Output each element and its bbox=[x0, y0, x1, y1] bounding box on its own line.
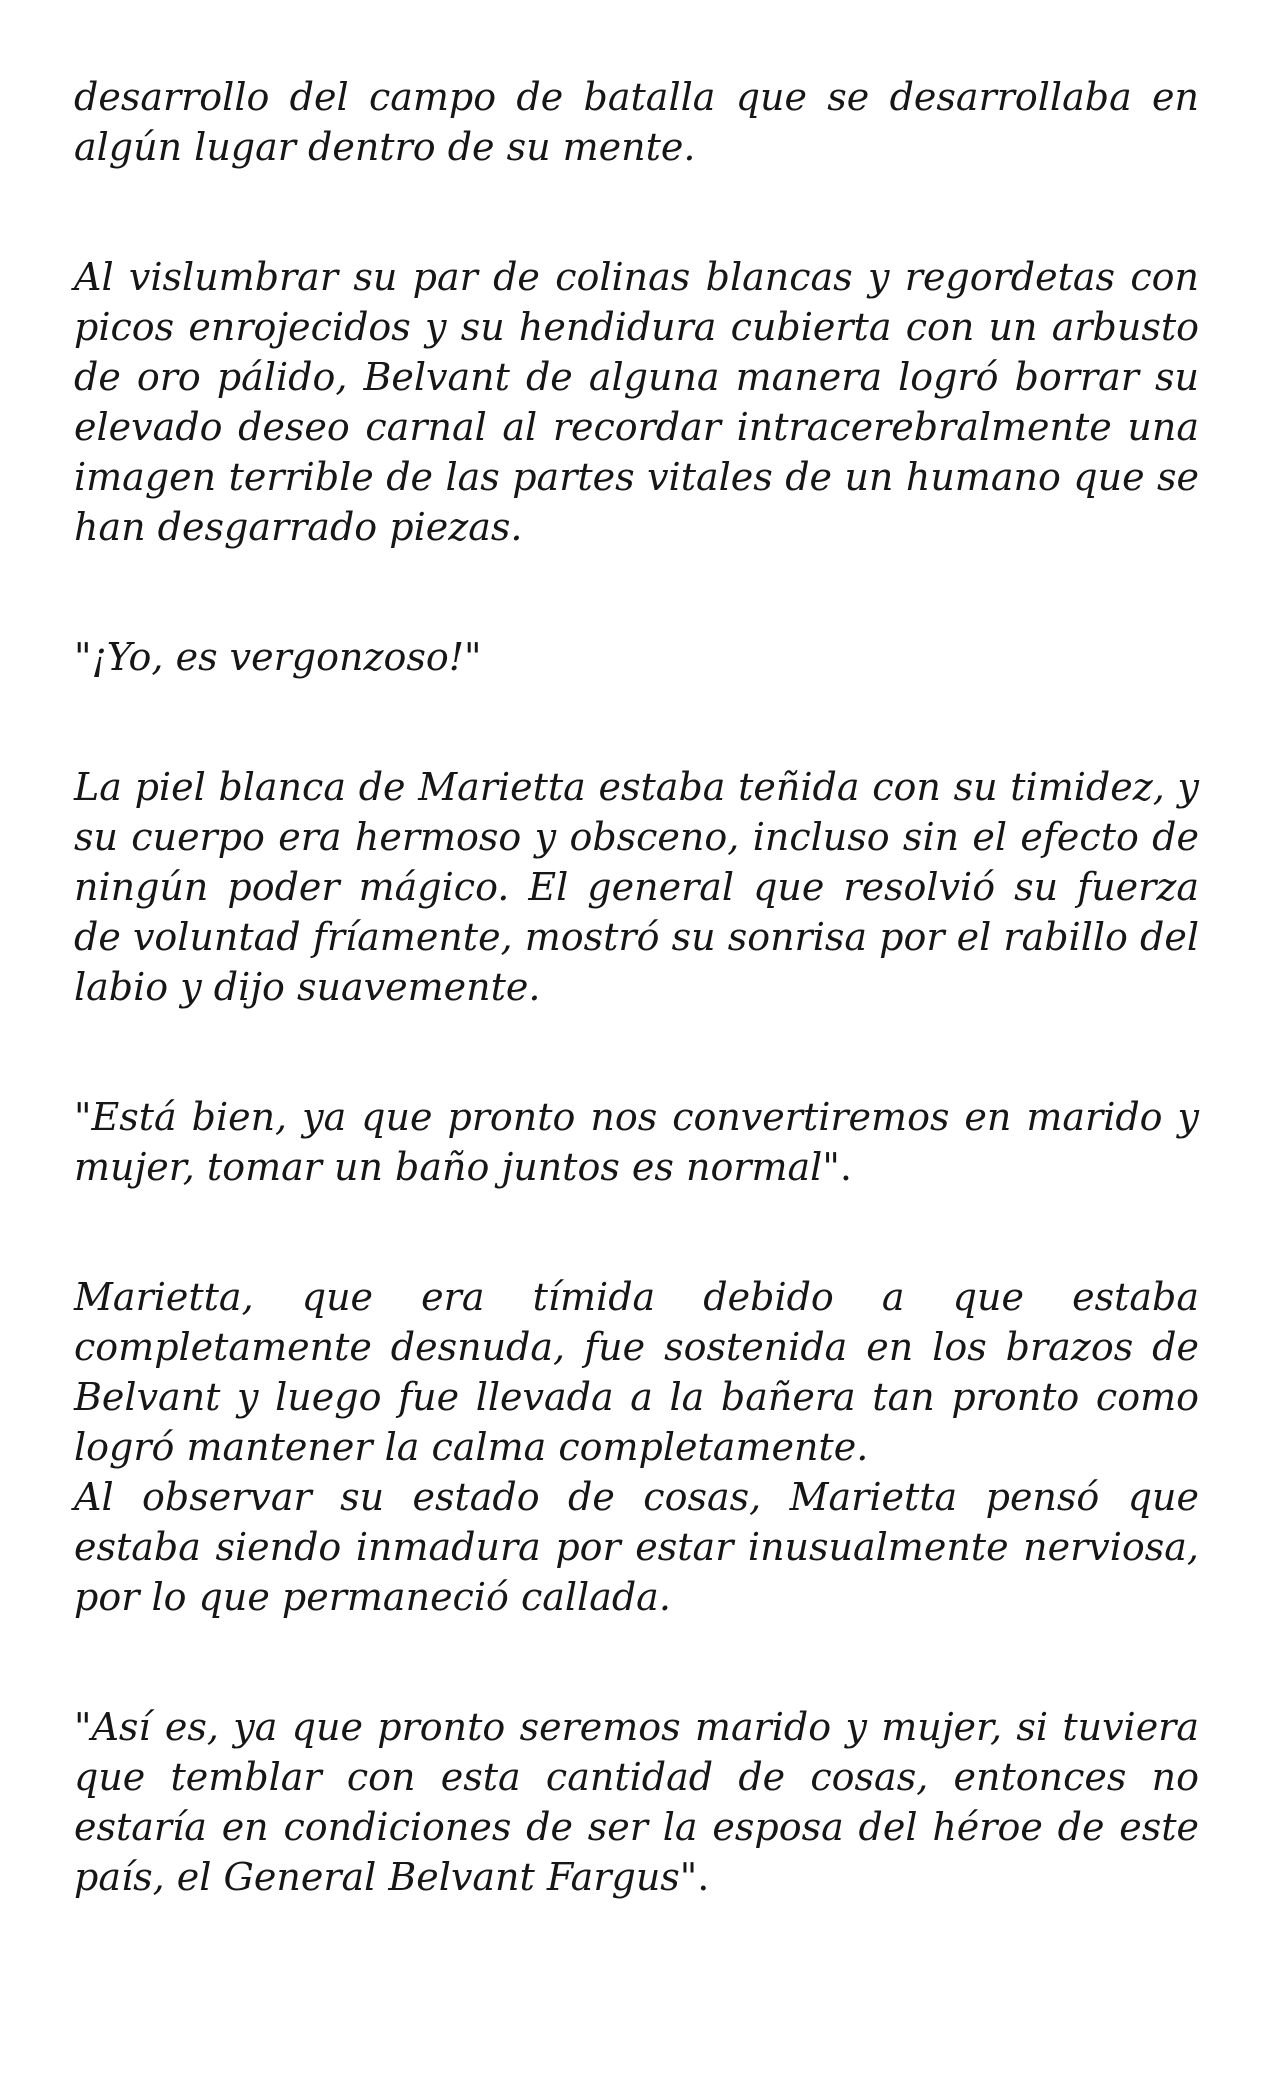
paragraph-gap bbox=[74, 682, 1199, 762]
paragraph-5 bbox=[74, 1472, 1199, 1622]
dialogue-2-text: Está bien, ya que pronto nos convertiremos en marido y mujer, tomar un baño juntos es normal bbox=[74, 1095, 1199, 1189]
paragraph-2-text: Al vislumbrar su par de colinas blancas y regordetas con picos enrojecidos y su hendidura cubierta con un arbusto de oro pálido, Belvant de alguna manera logró borrar su elevado deseo carnal al recordar intracerebralmente una imagen terrible de las partes vitales de un humano que se han desgarrado piezas. bbox=[74, 255, 1199, 549]
paragraph-5-text: Al observar su estado de cosas, Marietta pensó que estaba siendo inmadura por estar inusualmente nerviosa, por lo que permaneció callada. bbox=[74, 1475, 1199, 1619]
dialogue-2 bbox=[74, 1092, 1199, 1192]
paragraph-2 bbox=[74, 252, 1199, 552]
paragraph-3-text: La piel blanca de Marietta estaba teñida con su timidez, y su cuerpo era hermoso y obsceno, incluso sin el efecto de ningún poder mágico. El general que resolvió su fuerza de voluntad fríamente, mostró su sonrisa por el rabillo del labio y dijo suavemente. bbox=[74, 765, 1199, 1009]
paragraph-gap bbox=[74, 172, 1199, 252]
document-page bbox=[74, 72, 1199, 1902]
open-quote: " bbox=[74, 635, 92, 679]
dialogue-1-text: ¡Yo, es vergonzoso! bbox=[91, 635, 464, 679]
close-quote: ". bbox=[679, 1855, 710, 1899]
dialogue-3-text: Así es, ya que pronto seremos marido y mujer, si tuviera que temblar con esta cantidad de cosas, entonces no estaría en condiciones de ser la esposa del héroe de este país, el General Belvant Fargus bbox=[74, 1705, 1199, 1899]
paragraph-gap bbox=[74, 1622, 1199, 1702]
paragraph-gap bbox=[74, 1012, 1199, 1092]
paragraph-3 bbox=[74, 762, 1199, 1012]
paragraph-1-text: desarrollo del campo de batalla que se desarrollaba en algún lugar dentro de su mente. bbox=[74, 75, 1199, 169]
paragraph-1 bbox=[74, 72, 1199, 172]
paragraph-4 bbox=[74, 1272, 1199, 1472]
paragraph-4-text: Marietta, que era tímida debido a que estaba completamente desnuda, fue sostenida en los brazos de Belvant y luego fue llevada a la bañera tan pronto como logró mantener la calma completamente. bbox=[74, 1275, 1199, 1469]
dialogue-1 bbox=[74, 632, 1199, 682]
open-quote: " bbox=[74, 1095, 92, 1139]
paragraph-gap bbox=[74, 552, 1199, 632]
close-quote: " bbox=[464, 635, 482, 679]
paragraph-gap bbox=[74, 1192, 1199, 1272]
close-quote: ". bbox=[822, 1145, 852, 1189]
dialogue-3 bbox=[74, 1702, 1199, 1902]
open-quote: " bbox=[74, 1705, 92, 1749]
